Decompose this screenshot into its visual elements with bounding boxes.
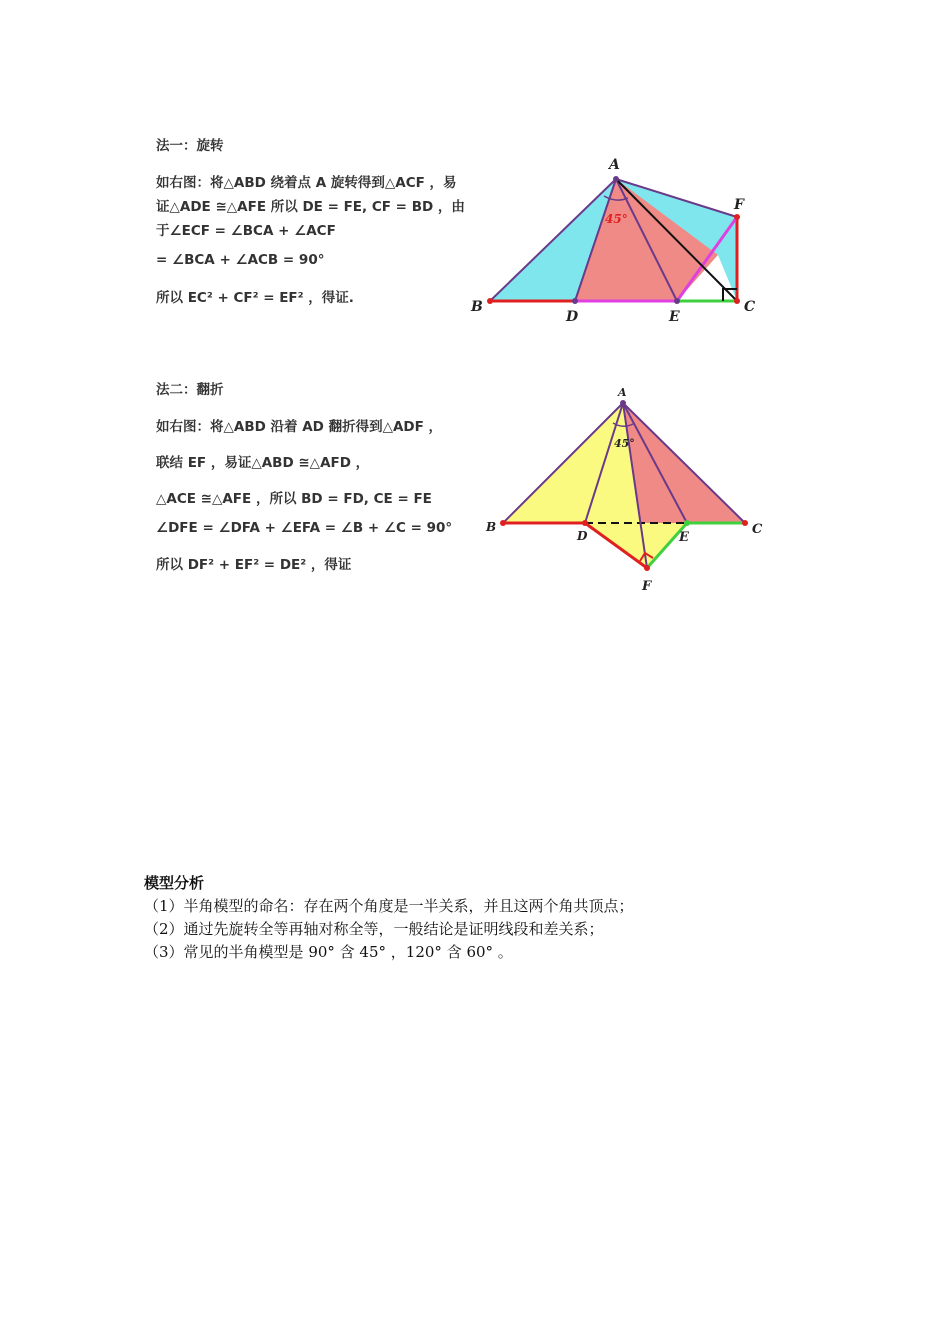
method2-line-5: 所以 DF² + EF² = DE² ，得证 <box>156 557 352 573</box>
label-C: C <box>744 299 756 315</box>
method1-title: 法一：旋转 <box>156 138 224 154</box>
label2-D: D <box>577 529 588 543</box>
label2-A: A <box>618 386 627 399</box>
method2-line-1: 如右图：将△ABD 沿着 AD 翻折得到△ADF ， <box>156 419 443 435</box>
label-F: F <box>734 197 744 213</box>
label-D: D <box>566 309 579 325</box>
method1-line-1: 如右图：将△ABD 绕着点 A 旋转得到△ACF ，易 <box>156 175 457 191</box>
analysis-title: 模型分析 <box>144 874 205 892</box>
method1-line-3: 于∠ECF = ∠BCA + ∠ACF <box>156 223 336 239</box>
label-B: B <box>471 299 483 315</box>
label2-E: E <box>679 530 689 545</box>
method1-figure <box>466 150 766 330</box>
analysis-item-2: （2）通过先旋转全等再轴对称全等，一般结论是证明线段和差关系； <box>144 920 604 938</box>
method1-line-2: 证△ADE ≅△AFE 所以 DE = FE, CF = BD ，由 <box>156 199 465 215</box>
analysis-item-1: （1）半角模型的命名：存在两个角度是一半关系，并且这两个角共顶点； <box>144 897 634 915</box>
label-E: E <box>669 309 680 325</box>
method2-figure <box>480 380 770 595</box>
label2-B: B <box>486 520 497 534</box>
method2-line-2: 联结 EF ，易证△ABD ≅△AFD ， <box>156 455 370 471</box>
method2-line-3: △ACE ≅△AFE ，所以 BD = FD, CE = FE <box>156 491 432 507</box>
label2-F: F <box>642 579 652 594</box>
method1-line-4: = ∠BCA + ∠ACB = 90° <box>156 252 325 268</box>
angle2-label: 45° <box>614 437 635 450</box>
method2-line-4: ∠DFE = ∠DFA + ∠EFA = ∠B + ∠C = 90° <box>156 520 453 536</box>
method2-title: 法二：翻折 <box>156 382 224 398</box>
angle-label: 45° <box>605 212 628 226</box>
method1-line-5: 所以 EC² + CF² = EF² ，得证. <box>156 290 354 306</box>
label2-C: C <box>752 522 763 537</box>
analysis-item-3: （3）常见的半角模型是 90° 含 45° ，120° 含 60° 。 <box>144 943 513 961</box>
label-A: A <box>609 157 620 173</box>
